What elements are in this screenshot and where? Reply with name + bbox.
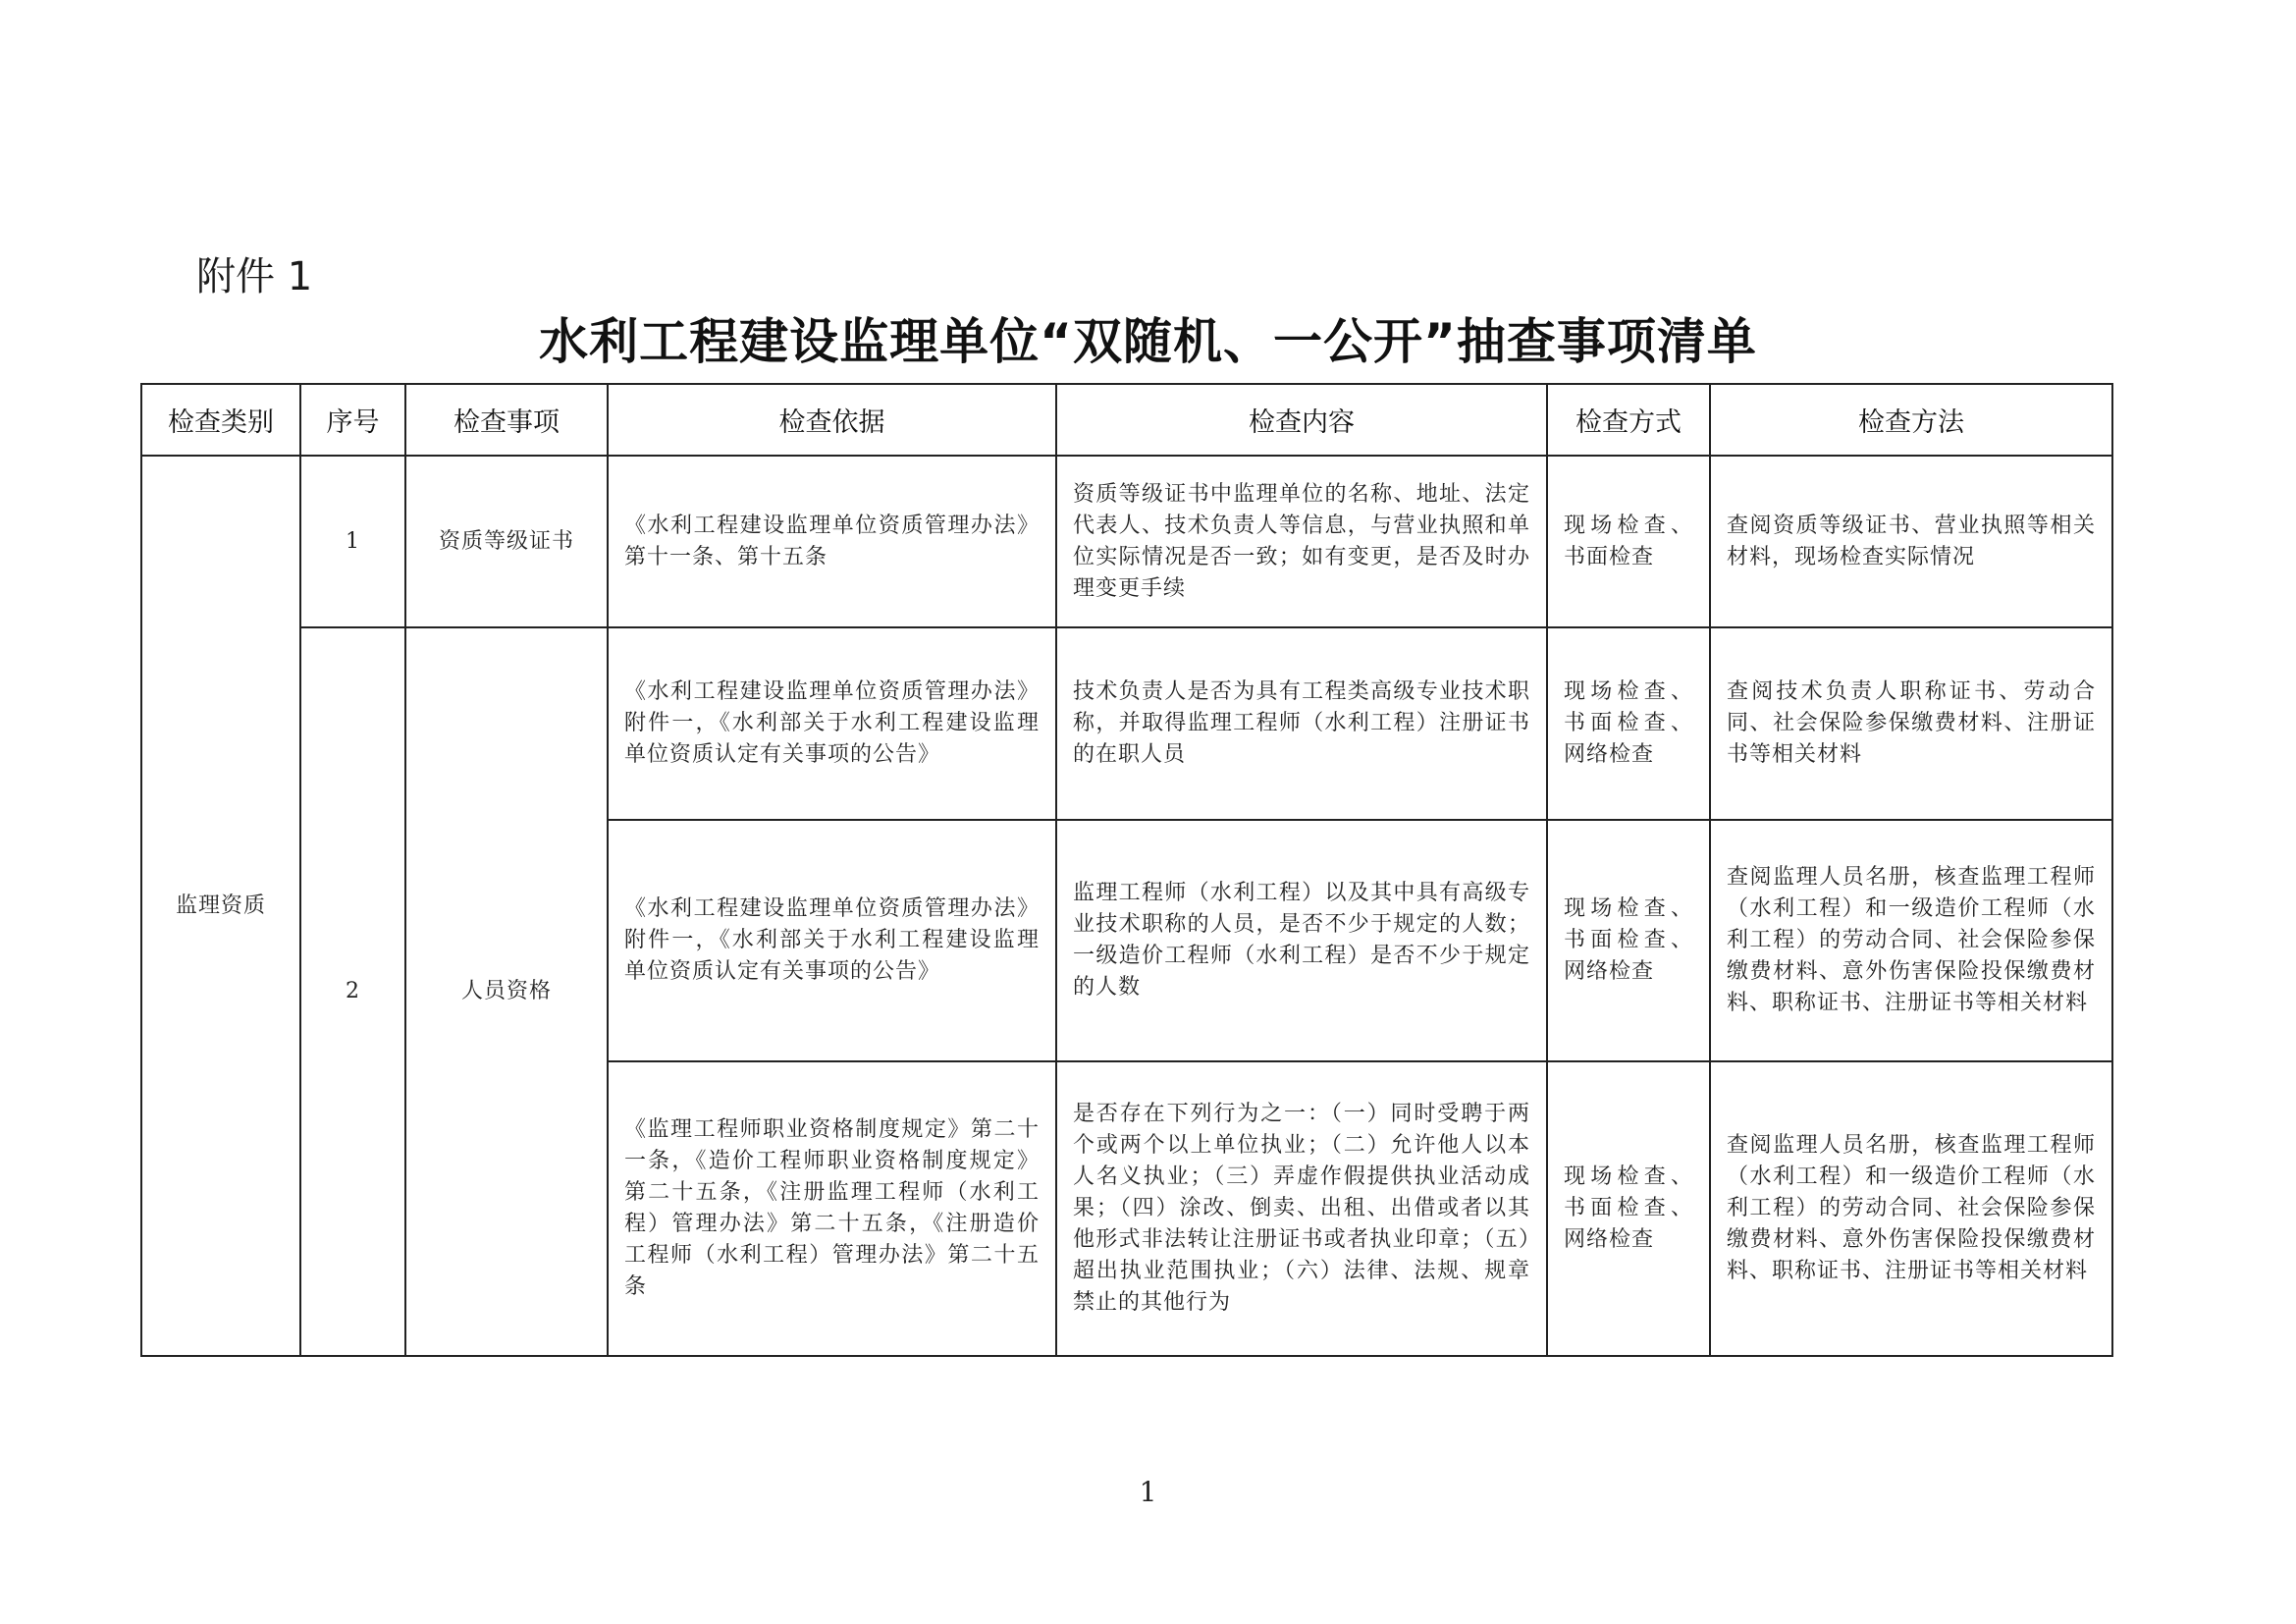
header-method: 检查方法 xyxy=(1710,384,2112,456)
category-cell: 监理资质 xyxy=(141,456,300,1356)
content-cell: 技术负责人是否为具有工程类高级专业技术职称，并取得监理工程师（水利工程）注册证书的在职人员 xyxy=(1056,627,1547,820)
mode-cell: 现场检查、书面检查、网络检查 xyxy=(1547,627,1710,820)
method-cell: 查阅资质等级证书、营业执照等相关材料，现场检查实际情况 xyxy=(1710,456,2112,627)
header-category: 检查类别 xyxy=(141,384,300,456)
document-title: 水利工程建设监理单位“双随机、一公开”抽查事项清单 xyxy=(539,313,1757,370)
seq-cell: 1 xyxy=(300,456,405,627)
content-cell: 资质等级证书中监理单位的名称、地址、法定代表人、技术负责人等信息，与营业执照和单位实际情况是否一致；如有变更，是否及时办理变更手续 xyxy=(1056,456,1547,627)
basis-cell: 《水利工程建设监理单位资质管理办法》第十一条、第十五条 xyxy=(608,456,1056,627)
item-cell: 人员资格 xyxy=(405,627,608,1356)
header-mode: 检查方式 xyxy=(1547,384,1710,456)
attachment-label: 附件 1 xyxy=(196,254,313,299)
header-basis: 检查依据 xyxy=(608,384,1056,456)
method-cell: 查阅监理人员名册，核查监理工程师（水利工程）和一级造价工程师（水利工程）的劳动合同、社会保险参保缴费材料、意外伤害保险投保缴费材料、职称证书、注册证书等相关材料 xyxy=(1710,1061,2112,1356)
page-number: 1 xyxy=(1139,1476,1157,1508)
table-row xyxy=(141,627,2112,820)
table-header-row xyxy=(141,384,2112,456)
header-content: 检查内容 xyxy=(1056,384,1547,456)
basis-cell: 《监理工程师职业资格制度规定》第二十一条，《造价工程师职业资格制度规定》第二十五条，《注册监理工程师（水利工程）管理办法》第二十五条，《注册造价工程师（水利工程）管理办法》第二十五条 xyxy=(608,1061,1056,1356)
basis-cell: 《水利工程建设监理单位资质管理办法》附件一，《水利部关于水利工程建设监理单位资质认定有关事项的公告》 xyxy=(608,627,1056,820)
mode-cell: 现场检查、书面检查、网络检查 xyxy=(1547,820,1710,1061)
seq-cell: 2 xyxy=(300,627,405,1356)
content-cell: 监理工程师（水利工程）以及其中具有高级专业技术职称的人员，是否不少于规定的人数；一级造价工程师（水利工程）是否不少于规定的人数 xyxy=(1056,820,1547,1061)
inspection-items-table xyxy=(140,383,2113,1357)
header-seq: 序号 xyxy=(300,384,405,456)
method-cell: 查阅监理人员名册，核查监理工程师（水利工程）和一级造价工程师（水利工程）的劳动合同、社会保险参保缴费材料、意外伤害保险投保缴费材料、职称证书、注册证书等相关材料 xyxy=(1710,820,2112,1061)
header-item: 检查事项 xyxy=(405,384,608,456)
table-row xyxy=(141,456,2112,627)
basis-cell: 《水利工程建设监理单位资质管理办法》附件一，《水利部关于水利工程建设监理单位资质认定有关事项的公告》 xyxy=(608,820,1056,1061)
content-cell: 是否存在下列行为之一：（一）同时受聘于两个或两个以上单位执业；（二）允许他人以本人名义执业；（三）弄虚作假提供执业活动成果；（四）涂改、倒卖、出租、出借或者以其他形式非法转让注册证书或者执业印章；（五）超出执业范围执业；（六）法律、法规、规章禁止的其他行为 xyxy=(1056,1061,1547,1356)
method-cell: 查阅技术负责人职称证书、劳动合同、社会保险参保缴费材料、注册证书等相关材料 xyxy=(1710,627,2112,820)
item-cell: 资质等级证书 xyxy=(405,456,608,627)
mode-cell: 现场检查、书面检查、网络检查 xyxy=(1547,1061,1710,1356)
mode-cell: 现场检查、书面检查 xyxy=(1547,456,1710,627)
